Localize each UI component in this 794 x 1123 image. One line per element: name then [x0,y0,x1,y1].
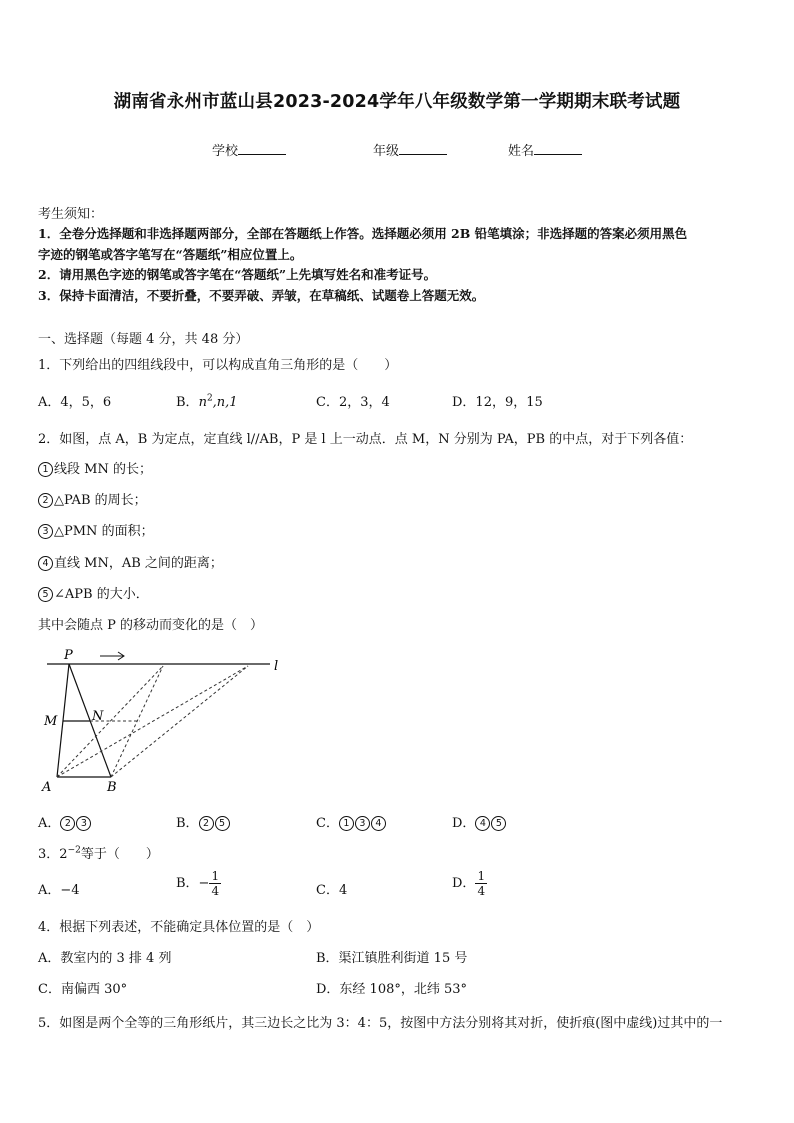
q2-item-2 [38,489,147,508]
q1-option-d[interactable]: D．12，9，15 [452,395,543,410]
q2-option-d[interactable] [452,812,507,831]
q4-option-c[interactable]: C．南偏西 30° [38,982,128,997]
q2-c-num-1: 1 [339,816,354,831]
q1-option-c[interactable]: C．2，3，4 [316,395,390,410]
q2-item-5 [38,583,149,602]
q3-option-d[interactable] [452,869,487,898]
q2-item-1-number: 1 [38,462,53,477]
q2-stem: 2．如图，点 A，B 为定点，定直线 l//AB，P 是 l 上一动点．点 M，N 分别为 PA，PB 的中点，对于下列各值： [38,432,693,447]
q2-item-4-text: 直线 MN，AB 之间的距离； [54,556,223,571]
q2-option-b[interactable] [176,812,231,831]
q2-option-b-label: B． [176,816,199,831]
page-title: 湖南省永州市蓝山县2023-2024学年八年级数学第一学期期末联考试题 [113,92,681,112]
school-underline[interactable] [238,143,286,155]
notice-heading: 考生须知： [38,207,104,222]
q3-suffix: 等于（ ） [80,847,159,862]
q4-stem: 4．根据下列表述，不能确定具体位置的是（ ） [38,920,320,935]
q2-figure [36,645,286,795]
q2-option-c-label: C． [316,816,339,831]
q2-item-4-number: 4 [38,556,53,571]
q3-b-numerator: 1 [211,869,220,883]
grade-label: 年级 [373,144,400,159]
q2-option-c[interactable] [316,812,387,831]
q2-item-2-number: 2 [38,493,53,508]
q3-option-d-label: D． [452,876,476,891]
section-heading: 一、选择题（每题 4 分，共 48 分） [38,332,249,347]
name-label: 姓名 [508,144,535,159]
label-a: A [42,780,52,795]
q2-d-num-1: 4 [475,816,490,831]
q1-option-b-label: B． [176,395,199,410]
label-m: M [44,714,58,729]
q2-c-num-2: 3 [355,816,370,831]
q2-d-num-2: 5 [491,816,506,831]
q3-d-denominator: 4 [477,884,486,898]
label-p: P [64,648,73,663]
q3-d-fraction [475,869,487,898]
label-l: l [274,659,279,674]
q3-base: 2 [59,847,68,862]
school-field[interactable] [212,140,286,159]
q2-question: 其中会随点 P 的移动而变化的是（ ） [38,618,264,633]
q1-b-exp: 2 [206,393,213,404]
q3-d-numerator: 1 [477,869,486,883]
q1-b-base: n [198,395,207,410]
q3-exp: −2 [67,845,81,856]
school-label: 学校 [212,144,239,159]
label-n: N [92,709,104,724]
q3-prefix: 3． [38,847,60,862]
q2-item-5-number: 5 [38,587,53,602]
q1-option-a[interactable]: A．4，5，6 [38,395,112,410]
name-field[interactable] [508,140,582,159]
label-b: B [107,780,117,795]
q2-item-2-text: △PAB 的周长； [54,493,147,508]
q2-b-num-2: 5 [215,816,230,831]
q2-item-5-text: ∠APB 的大小． [54,587,149,602]
q3-b-fraction [209,869,221,898]
grade-underline[interactable] [399,143,447,155]
q2-item-1-text: 线段 MN 的长； [54,462,152,477]
q2-option-a-label: A． [38,816,61,831]
notice-line-3: 3．保持卡面清洁，不要折叠，不要弄破、弄皱，在草稿纸、试题卷上答题无效。 [38,288,485,303]
q3-option-b-label: B．− [176,876,210,891]
q2-a-num-2: 3 [76,816,91,831]
q2-item-3 [38,520,154,539]
notice-line-2: 2．请用黑色字迹的钢笔或答字笔在“答题纸”上先填写姓名和准考证号。 [38,267,437,282]
q2-b-num-1: 2 [199,816,214,831]
q1-option-b[interactable] [176,391,238,410]
notice-line-1a: 1．全卷分选择题和非选择题两部分，全部在答题纸上作答。选择题必须用 2B 铅笔填涂；非选择题的答案必须用黑色 [38,226,688,241]
q5-stem: 5．如图是两个全等的三角形纸片，其三边长之比为 3：4：5，按图中方法分别将其对折，使折痕(图中虚线)过其中的一 [38,1016,723,1031]
q2-item-4 [38,552,223,571]
q4-option-b[interactable]: B．渠江镇胜利街道 15 号 [316,951,468,966]
q3-option-b[interactable] [176,869,221,898]
q4-option-a[interactable]: A．教室内的 3 排 4 列 [38,951,172,966]
q2-a-num-1: 2 [60,816,75,831]
q2-item-3-number: 3 [38,524,53,539]
q3-b-denominator: 4 [211,884,220,898]
q2-option-d-label: D． [452,816,476,831]
name-underline[interactable] [534,143,582,155]
notice-line-1b: 字迹的钢笔或答字笔写在“答题纸”相应位置上。 [38,247,303,262]
q2-item-3-text: △PMN 的面积； [54,524,154,539]
grade-field[interactable] [373,140,447,159]
q1-stem: 1．下列给出的四组线段中，可以构成直角三角形的是（ ） [38,358,398,373]
q3-option-c[interactable]: C．4 [316,883,348,898]
q1-b-rest: ,n,1 [212,395,238,410]
q2-c-num-3: 4 [371,816,386,831]
q2-option-a[interactable] [38,812,92,831]
q4-option-d[interactable]: D．东经 108°，北纬 53° [316,982,468,997]
q3-option-a[interactable]: A．−4 [38,883,80,898]
q3-stem [38,843,159,862]
q2-item-1 [38,458,152,477]
